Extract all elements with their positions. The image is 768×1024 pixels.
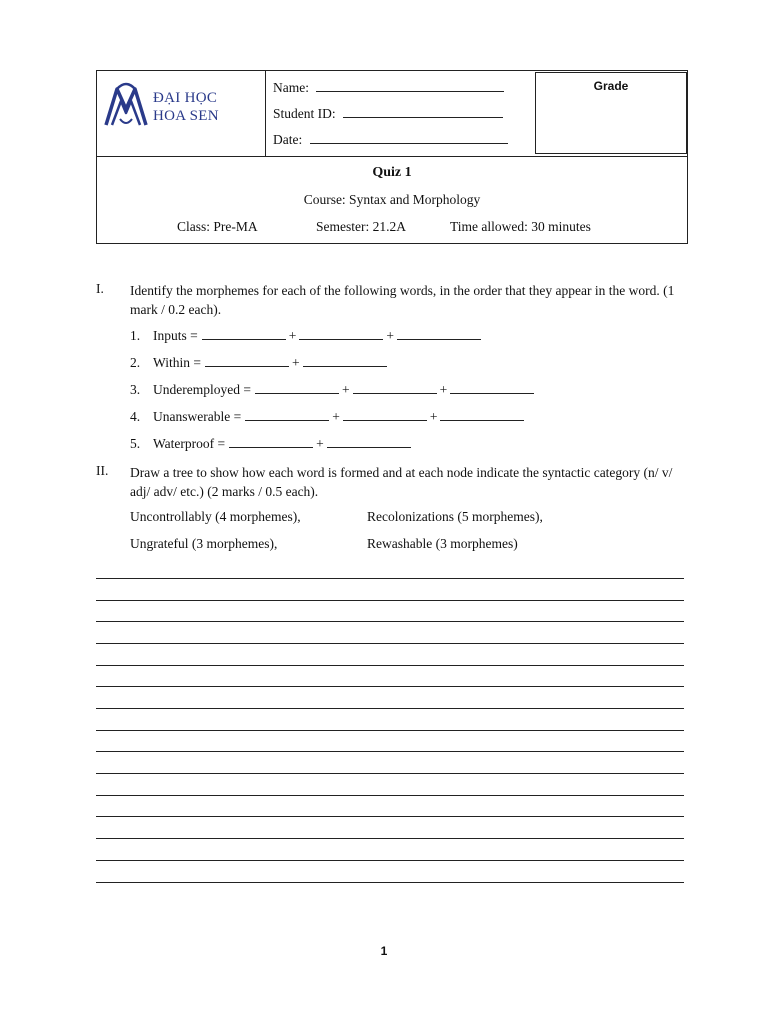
answer-line[interactable] <box>96 578 684 579</box>
time-allowed-label: Time allowed: 30 minutes <box>450 219 591 234</box>
answer-line[interactable] <box>96 708 684 709</box>
list-item: 5. Waterproof = + <box>130 435 414 452</box>
answer-blank[interactable] <box>353 381 437 394</box>
name-label: Name: <box>273 80 309 95</box>
tree-word: Rewashable (3 morphemes) <box>367 536 518 551</box>
class-label: Class: Pre-MA <box>177 219 258 234</box>
answer-line[interactable] <box>96 665 684 666</box>
answer-line[interactable] <box>96 600 684 601</box>
item-number: 1. <box>130 328 141 343</box>
tree-word: Recolonizations (5 morphemes), <box>367 509 543 524</box>
item-word: Waterproof = <box>153 436 226 451</box>
quiz-title: Quiz 1 <box>372 165 412 180</box>
answer-line[interactable] <box>96 795 684 796</box>
item-word: Underemployed = <box>153 382 251 397</box>
grade-label: Grade <box>593 79 629 93</box>
date-field[interactable] <box>310 129 508 144</box>
section-1 <box>96 281 688 461</box>
answer-line[interactable] <box>96 816 684 817</box>
answer-line[interactable] <box>96 730 684 731</box>
answer-blank[interactable] <box>343 408 427 421</box>
answer-line[interactable] <box>96 860 684 861</box>
list-item: 2. Within = + <box>130 354 390 371</box>
page-number: 1 <box>380 944 388 958</box>
section-1-number: I. <box>96 281 104 296</box>
answer-blank[interactable] <box>229 435 313 448</box>
university-logo-icon <box>103 79 149 129</box>
logo-text <box>153 89 219 125</box>
item-word: Within = <box>153 355 201 370</box>
section-2-number: II. <box>96 463 109 478</box>
item-word: Unanswerable = <box>153 409 242 424</box>
item-word: Inputs = <box>153 328 198 343</box>
answer-line[interactable] <box>96 838 684 839</box>
answer-blank[interactable] <box>202 327 286 340</box>
section-1-instruction: Identify the morphemes for each of the following words, in the order that they appear in the word. (1 mark / 0.2 each). <box>130 283 675 317</box>
answer-blank[interactable] <box>245 408 329 421</box>
section-2 <box>96 463 688 563</box>
answer-line[interactable] <box>96 686 684 687</box>
section-2-instruction: Draw a tree to show how each word is formed and at each node indicate the syntactic category (n/ v/ adj/ adv/ etc.) (2 marks / 0.5 each). <box>130 465 673 499</box>
answer-blank[interactable] <box>303 354 387 367</box>
date-label: Date: <box>273 132 303 147</box>
answer-blank[interactable] <box>440 408 524 421</box>
answer-blank[interactable] <box>299 327 383 340</box>
logo-line-1: ĐẠI HỌC <box>153 90 218 106</box>
name-row <box>273 77 533 103</box>
item-number: 3. <box>130 382 141 397</box>
item-number: 4. <box>130 409 141 424</box>
grade-box <box>535 72 687 154</box>
answer-line[interactable] <box>96 773 684 774</box>
tree-word: Uncontrollably (4 morphemes), <box>130 509 301 524</box>
answer-blank[interactable] <box>397 327 481 340</box>
semester-label: Semester: 21.2A <box>316 219 406 234</box>
answer-line[interactable] <box>96 751 684 752</box>
item-number: 2. <box>130 355 141 370</box>
list-item: 3. Underemployed = + + <box>130 381 537 398</box>
answer-blank[interactable] <box>450 381 534 394</box>
logo-line-2: HOA SEN <box>153 108 219 124</box>
student-id-field[interactable] <box>343 103 503 118</box>
answer-blank[interactable] <box>205 354 289 367</box>
quiz-header <box>96 70 688 244</box>
item-number: 5. <box>130 436 141 451</box>
tree-word: Ungrateful (3 morphemes), <box>130 536 278 551</box>
list-item: 4. Unanswerable = + + <box>130 408 527 425</box>
answer-line[interactable] <box>96 882 684 883</box>
date-row <box>273 129 533 155</box>
student-id-label: Student ID: <box>273 106 336 121</box>
header-top-row <box>97 71 687 157</box>
name-field[interactable] <box>316 77 504 92</box>
course-line: Course: Syntax and Morphology <box>303 192 481 207</box>
answer-blank[interactable] <box>255 381 339 394</box>
student-id-row <box>273 103 533 129</box>
header-bottom-row <box>97 157 687 245</box>
answer-blank[interactable] <box>327 435 411 448</box>
list-item: 1. Inputs = + + <box>130 327 484 344</box>
answer-line[interactable] <box>96 643 684 644</box>
logo-cell <box>97 71 266 156</box>
answer-line[interactable] <box>96 621 684 622</box>
student-info <box>273 77 533 155</box>
